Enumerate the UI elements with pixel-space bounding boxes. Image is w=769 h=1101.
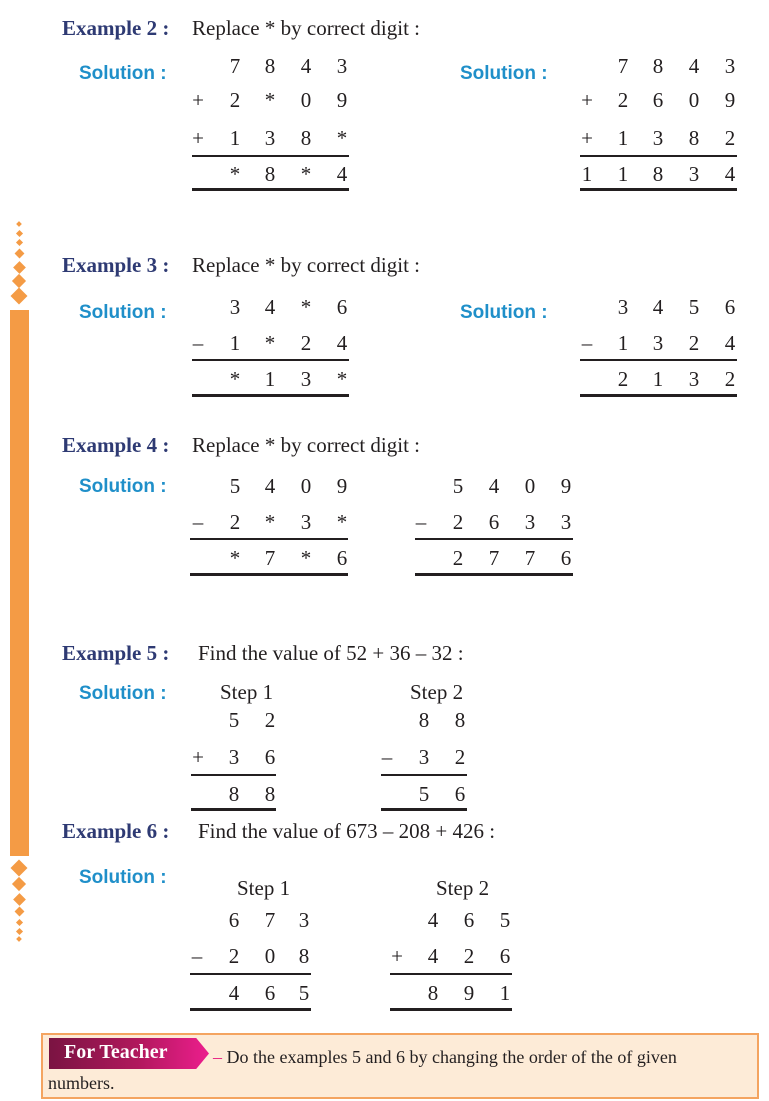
example-5-step-1-r1-c1: 3 — [228, 745, 240, 769]
example-2-problem-r3-c4: 4 — [336, 162, 348, 186]
example-3-problem-r0-c1: 3 — [229, 295, 241, 319]
example-6-text: Find the value of 673 – 208 + 426 : — [198, 819, 496, 843]
example-6-step-1-r0-c2: 7 — [264, 908, 276, 932]
example-5-text: Find the value of 52 + 36 – 32 : — [198, 641, 464, 665]
example-3-problem-r2-c3: 3 — [300, 367, 312, 391]
example-3-answer-rule-1 — [580, 394, 737, 397]
example-2-problem-r1-c3: 0 — [300, 88, 312, 112]
example-3-problem-r1-c3: 2 — [300, 331, 312, 355]
example-4-text: Replace * by correct digit : — [192, 433, 420, 457]
example-3-answer-r2-c1: 2 — [617, 367, 629, 391]
example-4-solution-label: Solution : — [79, 476, 167, 497]
example-4-problem-r1-c0: – — [192, 510, 204, 534]
example-3-problem-r2-c2: 1 — [264, 367, 276, 391]
example-4-answer-r1-c3: 3 — [524, 510, 536, 534]
example-5-step-2-r2-c1: 5 — [418, 782, 430, 806]
example-4-problem-rule-0 — [190, 538, 348, 540]
example-6-step-1-r2-c3: 5 — [298, 981, 310, 1005]
example-4-problem-r2-c3: * — [300, 546, 312, 570]
example-4-problem-r0-c2: 4 — [264, 474, 276, 498]
example-3-answer-r0-c3: 5 — [688, 295, 700, 319]
decorative-diamond — [16, 221, 22, 227]
decorative-diamond — [12, 274, 26, 288]
example-2-label: Example 2 : — [62, 16, 170, 40]
example-5-step-2-r2-c2: 6 — [454, 782, 466, 806]
example-6-step-1-rule-0 — [190, 973, 311, 975]
example-2-answer-r0-c1: 7 — [617, 54, 629, 78]
example-5-step-2-r1-c1: 3 — [418, 745, 430, 769]
example-4-label: Example 4 : — [62, 433, 170, 457]
example-2-answer-r2-c2: 3 — [652, 126, 664, 150]
example-5-step-2-label: Step 2 — [410, 680, 464, 704]
example-3-problem-r2-c4: * — [336, 367, 348, 391]
decorative-diamond — [15, 238, 22, 245]
example-2-problem-rule-1 — [192, 188, 349, 191]
example-2-answer-r2-c0: + — [581, 126, 593, 150]
example-4-answer-rule-1 — [415, 573, 573, 576]
example-3-answer-r2-c3: 3 — [688, 367, 700, 391]
example-3-problem-r0-c2: 4 — [264, 295, 276, 319]
example-6-step-1-r1-c3: 8 — [298, 944, 310, 968]
example-4-answer-r2-c4: 6 — [560, 546, 572, 570]
example-3-answer-solution-label: Solution : — [460, 302, 548, 323]
example-6-step-1-r2-c2: 6 — [264, 981, 276, 1005]
example-2-answer-r2-c4: 2 — [724, 126, 736, 150]
example-4-answer-r0-c3: 0 — [524, 474, 536, 498]
example-2-answer-r3-c0: 1 — [581, 162, 593, 186]
example-4-answer-r1-c2: 6 — [488, 510, 500, 534]
example-3-answer-r1-c4: 4 — [724, 331, 736, 355]
example-4-problem-r1-c1: 2 — [229, 510, 241, 534]
example-2-problem-r3-c1: * — [229, 162, 241, 186]
example-5-step-1-r2-c1: 8 — [228, 782, 240, 806]
example-2-problem-r0-c3: 4 — [300, 54, 312, 78]
example-5-step-1-rule-0 — [191, 774, 276, 776]
example-6-step-1-rule-1 — [190, 1008, 311, 1011]
example-2-answer-rule-1 — [580, 188, 737, 191]
decorative-sidebar-bar — [10, 310, 29, 856]
example-3-solution-label: Solution : — [79, 302, 167, 323]
example-6-step-2-r0-c2: 6 — [463, 908, 475, 932]
example-2-answer-r3-c3: 3 — [688, 162, 700, 186]
example-5-step-2-rule-1 — [381, 808, 467, 811]
example-2-problem-r2-c1: 1 — [229, 126, 241, 150]
example-4-answer-r0-c2: 4 — [488, 474, 500, 498]
example-4-problem-r0-c3: 0 — [300, 474, 312, 498]
example-5-step-1-r0-c1: 5 — [228, 708, 240, 732]
example-5-step-1-r0-c2: 2 — [264, 708, 276, 732]
example-2-problem-r2-c2: 3 — [264, 126, 276, 150]
example-6-step-2-r2-c1: 8 — [427, 981, 439, 1005]
example-4-answer-r1-c4: 3 — [560, 510, 572, 534]
example-6-step-1-r1-c2: 0 — [264, 944, 276, 968]
example-2-problem-r1-c2: * — [264, 88, 276, 112]
example-3-problem-rule-1 — [192, 394, 349, 397]
example-2-answer-r1-c0: + — [581, 88, 593, 112]
decorative-diamond — [11, 288, 28, 305]
decorative-diamond — [15, 927, 22, 934]
example-6-step-2-r2-c2: 9 — [463, 981, 475, 1005]
example-6-step-2-rule-0 — [390, 973, 512, 975]
example-2-answer-r3-c4: 4 — [724, 162, 736, 186]
example-4-problem-r2-c2: 7 — [264, 546, 276, 570]
example-2-answer-r1-c1: 2 — [617, 88, 629, 112]
example-4-answer-r0-c4: 9 — [560, 474, 572, 498]
example-2-answer-r3-c2: 8 — [652, 162, 664, 186]
example-4-problem-rule-1 — [190, 573, 348, 576]
teacher-note-tag-label: For Teacher — [64, 1041, 168, 1063]
example-5-step-2-r0-c2: 8 — [454, 708, 466, 732]
example-6-step-1-r1-c0: – — [191, 944, 203, 968]
example-5-step-1-r2-c2: 8 — [264, 782, 276, 806]
example-5-step-2-r0-c1: 8 — [418, 708, 430, 732]
decorative-diamond — [13, 261, 26, 274]
example-5-step-1-r1-c0: + — [192, 745, 204, 769]
example-3-problem-r1-c0: – — [192, 331, 204, 355]
example-2-problem-r2-c3: 8 — [300, 126, 312, 150]
example-4-answer-r1-c1: 2 — [452, 510, 464, 534]
example-2-problem-r1-c4: 9 — [336, 88, 348, 112]
example-4-problem-r2-c4: 6 — [336, 546, 348, 570]
decorative-diamond — [14, 248, 24, 258]
decorative-diamond — [16, 936, 22, 942]
example-4-problem-r1-c4: * — [336, 510, 348, 534]
example-2-answer-r0-c3: 4 — [688, 54, 700, 78]
example-6-step-2-r2-c3: 1 — [499, 981, 511, 1005]
example-2-problem-r3-c2: 8 — [264, 162, 276, 186]
example-4-problem-r0-c4: 9 — [336, 474, 348, 498]
example-3-problem-rule-0 — [192, 359, 349, 361]
example-6-step-2-rule-1 — [390, 1008, 512, 1011]
example-3-label: Example 3 : — [62, 253, 170, 277]
example-2-answer-r0-c4: 3 — [724, 54, 736, 78]
example-2-answer-r0-c2: 8 — [652, 54, 664, 78]
example-5-step-2-r1-c0: – — [381, 745, 393, 769]
example-3-answer-r1-c0: – — [581, 331, 593, 355]
example-5-label: Example 5 : — [62, 641, 170, 665]
example-2-problem-rule-0 — [192, 155, 349, 157]
example-4-answer-r2-c1: 2 — [452, 546, 464, 570]
example-2-problem-r3-c3: * — [300, 162, 312, 186]
example-6-step-1-label: Step 1 — [237, 876, 291, 900]
example-6-step-2-r0-c1: 4 — [427, 908, 439, 932]
example-2-solution-label: Solution : — [79, 63, 167, 84]
example-2-answer-solution-label: Solution : — [460, 63, 548, 84]
example-2-answer-r2-c3: 8 — [688, 126, 700, 150]
example-5-step-1-label: Step 1 — [220, 680, 274, 704]
example-5-solution-label: Solution : — [79, 683, 167, 704]
example-5-step-2-rule-0 — [381, 774, 467, 776]
decorative-diamond — [12, 877, 26, 891]
example-2-answer-r1-c2: 6 — [652, 88, 664, 112]
example-3-answer-r2-c4: 2 — [724, 367, 736, 391]
example-6-step-2-r1-c0: + — [391, 944, 403, 968]
example-2-problem-r1-c0: + — [192, 88, 204, 112]
example-6-step-1-r2-c1: 4 — [228, 981, 240, 1005]
example-3-answer-r1-c3: 2 — [688, 331, 700, 355]
example-6-step-2-r1-c2: 2 — [463, 944, 475, 968]
example-6-step-2-r1-c3: 6 — [499, 944, 511, 968]
example-3-problem-r2-c1: * — [229, 367, 241, 391]
example-4-problem-r2-c1: * — [229, 546, 241, 570]
example-3-problem-r0-c3: * — [300, 295, 312, 319]
example-2-answer-r1-c4: 9 — [724, 88, 736, 112]
example-2-answer-rule-0 — [580, 155, 737, 157]
example-5-step-2-r1-c2: 2 — [454, 745, 466, 769]
example-3-answer-r2-c2: 1 — [652, 367, 664, 391]
decorative-diamond — [13, 893, 26, 906]
example-3-problem-r1-c4: 4 — [336, 331, 348, 355]
example-4-answer-r0-c1: 5 — [452, 474, 464, 498]
example-4-answer-r2-c3: 7 — [524, 546, 536, 570]
example-6-step-1-r1-c1: 2 — [228, 944, 240, 968]
example-3-answer-r0-c1: 3 — [617, 295, 629, 319]
example-2-problem-r0-c1: 7 — [229, 54, 241, 78]
example-2-problem-r2-c4: * — [336, 126, 348, 150]
example-6-step-2-r0-c3: 5 — [499, 908, 511, 932]
example-2-text: Replace * by correct digit : — [192, 16, 420, 40]
example-2-answer-r2-c1: 1 — [617, 126, 629, 150]
teacher-note-line-2: numbers. — [48, 1073, 115, 1093]
example-5-step-1-r1-c2: 6 — [264, 745, 276, 769]
decorative-diamond — [11, 860, 28, 877]
example-4-problem-r0-c1: 5 — [229, 474, 241, 498]
example-3-answer-r0-c4: 6 — [724, 295, 736, 319]
example-6-step-2-label: Step 2 — [436, 876, 490, 900]
decorative-diamond — [15, 229, 22, 236]
example-4-answer-r1-c0: – — [415, 510, 427, 534]
example-3-problem-r1-c1: 1 — [229, 331, 241, 355]
example-3-problem-r1-c2: * — [264, 331, 276, 355]
example-4-answer-r2-c2: 7 — [488, 546, 500, 570]
example-2-answer-r3-c1: 1 — [617, 162, 629, 186]
example-3-text: Replace * by correct digit : — [192, 253, 420, 277]
example-4-problem-r1-c2: * — [264, 510, 276, 534]
example-3-answer-r0-c2: 4 — [652, 295, 664, 319]
example-6-step-1-r0-c3: 3 — [298, 908, 310, 932]
decorative-diamond — [15, 918, 22, 925]
example-4-answer-rule-0 — [415, 538, 573, 540]
example-6-label: Example 6 : — [62, 819, 170, 843]
example-6-solution-label: Solution : — [79, 867, 167, 888]
example-2-problem-r2-c0: + — [192, 126, 204, 150]
example-4-problem-r1-c3: 3 — [300, 510, 312, 534]
example-2-answer-r1-c3: 0 — [688, 88, 700, 112]
example-2-problem-r1-c1: 2 — [229, 88, 241, 112]
example-3-problem-r0-c4: 6 — [336, 295, 348, 319]
example-6-step-1-r0-c1: 6 — [228, 908, 240, 932]
example-2-problem-r0-c4: 3 — [336, 54, 348, 78]
example-2-problem-r0-c2: 8 — [264, 54, 276, 78]
example-3-answer-rule-0 — [580, 359, 737, 361]
decorative-diamond — [14, 906, 24, 916]
example-5-step-1-rule-1 — [191, 808, 276, 811]
example-3-answer-r1-c2: 3 — [652, 331, 664, 355]
teacher-note-line-1: – Do the examples 5 and 6 by changing the order of the of given — [213, 1047, 677, 1067]
example-6-step-2-r1-c1: 4 — [427, 944, 439, 968]
example-3-answer-r1-c1: 1 — [617, 331, 629, 355]
